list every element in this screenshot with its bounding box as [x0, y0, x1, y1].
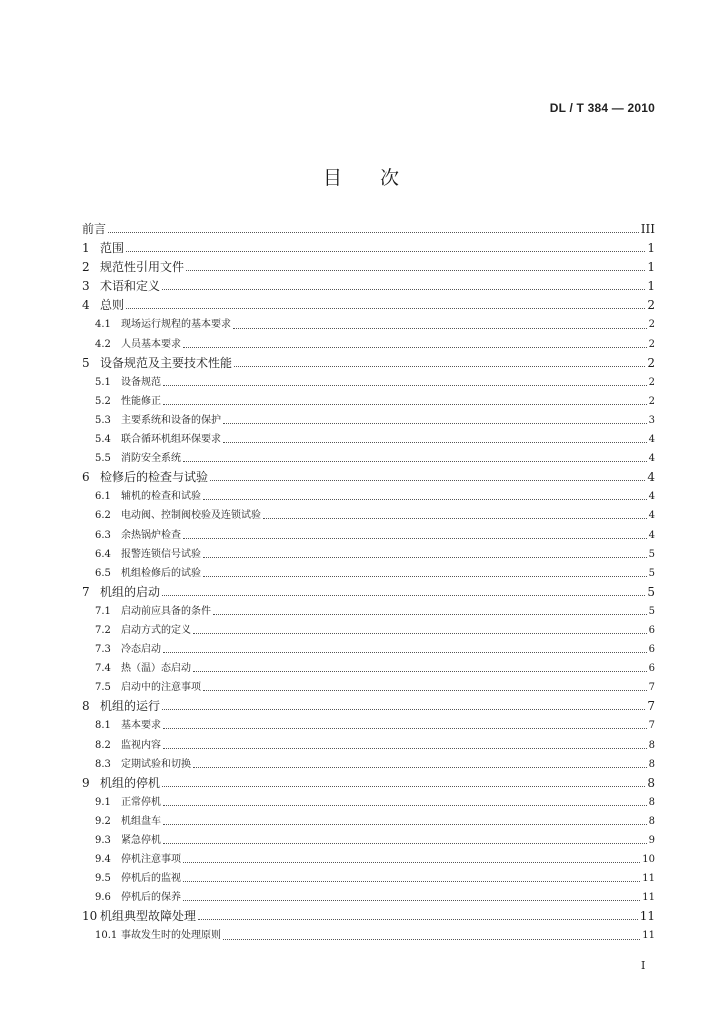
toc-entry-number: 7.5 [95, 682, 111, 694]
toc-subentry [82, 659, 655, 678]
dot-leader [163, 728, 647, 729]
toc-subentry [82, 602, 655, 621]
toc-subentry [82, 621, 655, 640]
toc-entry-number: 9.5 [95, 873, 111, 885]
dot-leader [126, 308, 645, 309]
dot-leader [234, 366, 645, 367]
toc-subentry [82, 392, 655, 411]
toc-entry-page: 1 [647, 260, 655, 275]
toc-entry-title: 停机后的保养 [121, 892, 181, 904]
toc-entry [82, 774, 655, 793]
dot-leader [162, 595, 645, 596]
dot-leader [223, 423, 647, 424]
toc-entry-page: 5 [648, 548, 655, 560]
toc-entry [82, 258, 655, 277]
toc-entry-title: 机组检修后的试验 [121, 567, 201, 579]
toc-entry-number: 10 [82, 909, 98, 924]
toc-entry-page: 6 [648, 624, 655, 636]
toc-entry-number: 5.5 [95, 453, 111, 465]
toc-entry-title: 消防安全系统 [121, 453, 181, 465]
toc-entry-page: 10 [642, 854, 655, 866]
dot-leader [162, 786, 645, 787]
toc-entry-number: 7.1 [95, 605, 111, 617]
toc-entry-title: 事故发生时的处理原则 [121, 930, 221, 942]
toc-entry-number: 1 [82, 241, 90, 256]
toc-subentry [82, 888, 655, 907]
toc-entry-page: 7 [648, 682, 655, 694]
toc-entry [82, 296, 655, 315]
toc-entry-title: 现场运行规程的基本要求 [121, 319, 231, 331]
toc-subentry [82, 640, 655, 659]
toc-entry-title: 性能修正 [121, 395, 161, 407]
toc-entry-number: 8.2 [95, 739, 111, 751]
toc-entry-page: 7 [648, 720, 655, 732]
toc-entry-number: 4.1 [95, 319, 111, 331]
toc-entry-page: 8 [647, 775, 655, 790]
toc-entry-number: 4.2 [95, 338, 111, 350]
dot-leader [203, 576, 647, 577]
toc-entry-number: 6.5 [95, 567, 111, 579]
toc-entry-title: 监视内容 [121, 739, 161, 751]
toc-entry-number: 9.1 [95, 796, 111, 808]
toc-entry-title: 热（温）态启动 [121, 663, 191, 675]
toc-entry-title: 主要系统和设备的保护 [121, 414, 221, 426]
dot-leader [163, 385, 647, 386]
dot-leader [233, 328, 647, 329]
toc-entry-page: 2 [648, 376, 655, 388]
toc-entry-page: 1 [647, 241, 655, 256]
dot-leader [163, 824, 647, 825]
toc-entry-number: 6.3 [95, 529, 111, 541]
toc-entry-page: 5 [648, 567, 655, 579]
toc-entry-number: 6.4 [95, 548, 111, 560]
toc-subentry [82, 736, 655, 755]
toc-subentry [82, 430, 655, 449]
dot-leader [162, 709, 645, 710]
toc-subentry [82, 812, 655, 831]
toc-entry-title: 启动前应具备的条件 [121, 605, 211, 617]
toc-entry-page: 9 [648, 835, 655, 846]
toc-entry-title: 联合循环机组环保要求 [121, 434, 221, 446]
dot-leader [193, 633, 647, 634]
dot-leader [203, 499, 647, 500]
toc-entry-title: 电动阀、控制阀校验及连锁试验 [121, 510, 261, 522]
toc-entry-number: 8.1 [95, 720, 111, 732]
dot-leader [223, 939, 640, 940]
toc-subentry [82, 793, 655, 812]
toc-entry-page: III [640, 222, 655, 236]
toc-subentry [82, 526, 655, 545]
toc-entry-title: 设备规范 [121, 376, 161, 388]
toc-entry-title: 范围 [100, 241, 125, 256]
toc-subentry [82, 335, 655, 354]
toc-entry-number: 6 [82, 470, 90, 485]
toc-entry-title: 术语和定义 [100, 279, 161, 294]
toc-entry-number: 6.2 [95, 510, 111, 522]
toc-entry-title: 机组的启动 [100, 584, 161, 599]
toc-entry-title: 冷态启动 [121, 644, 161, 656]
toc-entry-page: 4 [647, 470, 655, 485]
toc-subentry [82, 545, 655, 564]
toc-entry-title: 设备规范及主要技术性能 [100, 355, 233, 370]
toc-entry-number: 9.2 [95, 815, 111, 827]
toc-entry-page: 8 [648, 739, 655, 751]
toc-entry-number: 9.6 [95, 892, 111, 904]
toc-entry [82, 220, 655, 239]
dot-leader [193, 671, 647, 672]
toc-entry-page: 7 [647, 699, 655, 714]
toc-entry-title: 人员基本要求 [121, 338, 181, 350]
toc-entry-number: 10.1 [95, 930, 118, 942]
toc-entry-page: 4 [648, 453, 655, 465]
dot-leader [163, 805, 647, 806]
toc-entry-page: 8 [648, 815, 655, 827]
toc-subentry [82, 678, 655, 697]
dot-leader [263, 518, 647, 519]
dot-leader [183, 347, 647, 348]
toc-entry [82, 354, 655, 373]
toc-entry-number: 8.3 [95, 758, 111, 770]
toc-entry-page: 5 [648, 605, 655, 617]
toc-entry-page: 11 [642, 892, 655, 904]
toc-subentry [82, 850, 655, 869]
toc-entry-title: 总则 [100, 298, 125, 313]
toc-entry-page: 4 [648, 510, 655, 522]
toc-entry-number: 5.4 [95, 434, 111, 446]
dot-leader [203, 690, 647, 691]
toc-entry-page: 2 [648, 338, 655, 350]
toc-subentry [82, 716, 655, 735]
toc-entry-title: 前言 [82, 222, 107, 236]
dot-leader [183, 881, 640, 882]
toc-entry-number: 4 [82, 298, 90, 313]
toc-entry-title: 报警连锁信号试验 [121, 548, 201, 560]
dot-leader [213, 614, 647, 615]
dot-leader [163, 748, 647, 749]
toc-entry-title: 余热锅炉检查 [121, 529, 181, 541]
toc-entry-page: 1 [647, 279, 655, 294]
dot-leader [162, 289, 645, 290]
toc-entry-title: 定期试验和切换 [121, 758, 191, 770]
toc-entry-number: 8 [82, 699, 90, 714]
toc-entry-number: 3 [82, 279, 90, 294]
toc-entry-page: 4 [648, 529, 655, 541]
toc-subentry [82, 564, 655, 583]
toc-entry-page: 4 [648, 491, 655, 503]
toc-entry-number: 2 [82, 260, 90, 275]
toc-entry-page: 11 [639, 909, 655, 924]
dot-leader [186, 270, 645, 271]
toc-entry-page: 11 [642, 873, 655, 885]
toc-subentry [82, 449, 655, 468]
toc-entry [82, 468, 655, 487]
toc-entry-number: 7.2 [95, 624, 111, 636]
toc-entry-title: 检修后的检查与试验 [100, 470, 209, 485]
toc-entry-title: 机组盘车 [121, 815, 161, 827]
dot-leader [183, 461, 647, 462]
page-title: 目 次 [322, 167, 399, 189]
toc-entry-number: 9 [82, 775, 90, 790]
toc-entry-page: 5 [647, 584, 655, 599]
toc-entry-page: 2 [647, 298, 655, 313]
toc-subentry [82, 373, 655, 392]
toc-entry-title: 启动方式的定义 [121, 624, 191, 636]
dot-leader [198, 919, 638, 920]
table-of-contents [82, 220, 655, 946]
toc-entry-page: 6 [648, 644, 655, 656]
toc-entry [82, 583, 655, 602]
dot-leader [203, 557, 647, 558]
toc-entry-title: 机组的运行 [100, 699, 161, 714]
toc-subentry [82, 869, 655, 888]
toc-entry-page: 11 [642, 930, 655, 942]
toc-entry [82, 277, 655, 296]
toc-entry-title: 辅机的检查和试验 [121, 491, 201, 503]
toc-entry-number: 5.2 [95, 395, 111, 407]
toc-entry-title: 机组典型故障处理 [100, 909, 197, 924]
toc-entry-number: 5.1 [95, 376, 111, 388]
toc-entry-page: 2 [648, 395, 655, 407]
toc-entry-number: 7.4 [95, 663, 111, 675]
toc-entry-title: 停机后的监视 [121, 873, 181, 885]
toc-subentry [82, 487, 655, 506]
toc-entry-title: 紧急停机 [121, 835, 161, 846]
toc-entry-number: 5 [82, 355, 90, 370]
toc-entry-page: 2 [647, 355, 655, 370]
dot-leader [163, 843, 647, 844]
toc-entry-page: 4 [648, 434, 655, 446]
toc-entry-number: 9.3 [95, 835, 111, 846]
dot-leader [223, 442, 647, 443]
toc-entry-page: 2 [648, 319, 655, 331]
toc-entry-title: 机组的停机 [100, 775, 161, 790]
dot-leader [163, 652, 647, 653]
dot-leader [183, 900, 640, 901]
toc-subentry [82, 411, 655, 430]
toc-subentry [82, 755, 655, 774]
toc-entry-title: 基本要求 [121, 720, 161, 732]
toc-entry-number: 7.3 [95, 644, 111, 656]
toc-entry-page: 3 [648, 414, 655, 426]
toc-entry-title: 启动中的注意事项 [121, 682, 201, 694]
dot-leader [126, 251, 645, 252]
toc-entry-title: 停机注意事项 [121, 854, 181, 866]
dot-leader [108, 232, 639, 233]
toc-entry-number: 6.1 [95, 491, 111, 503]
toc-entry-page: 8 [648, 796, 655, 808]
toc-subentry [82, 506, 655, 525]
dot-leader [183, 862, 640, 863]
page-number-footer: I [641, 959, 646, 972]
toc-entry-number: 5.3 [95, 414, 111, 426]
toc-entry [82, 239, 655, 258]
toc-entry-number: 9.4 [95, 854, 111, 866]
document-code-header: DL / T 384 — 2010 [549, 101, 655, 115]
toc-entry [82, 907, 655, 926]
dot-leader [183, 538, 647, 539]
toc-entry-number: 7 [82, 584, 90, 599]
dot-leader [210, 480, 645, 481]
dot-leader [163, 404, 647, 405]
toc-subentry [82, 315, 655, 334]
dot-leader [193, 767, 647, 768]
toc-entry-title: 正常停机 [121, 796, 161, 808]
toc-entry-page: 6 [648, 663, 655, 675]
toc-subentry [82, 926, 655, 945]
toc-entry [82, 697, 655, 716]
toc-entry-page: 8 [648, 758, 655, 770]
toc-entry-title: 规范性引用文件 [100, 260, 185, 275]
toc-subentry [82, 831, 655, 850]
